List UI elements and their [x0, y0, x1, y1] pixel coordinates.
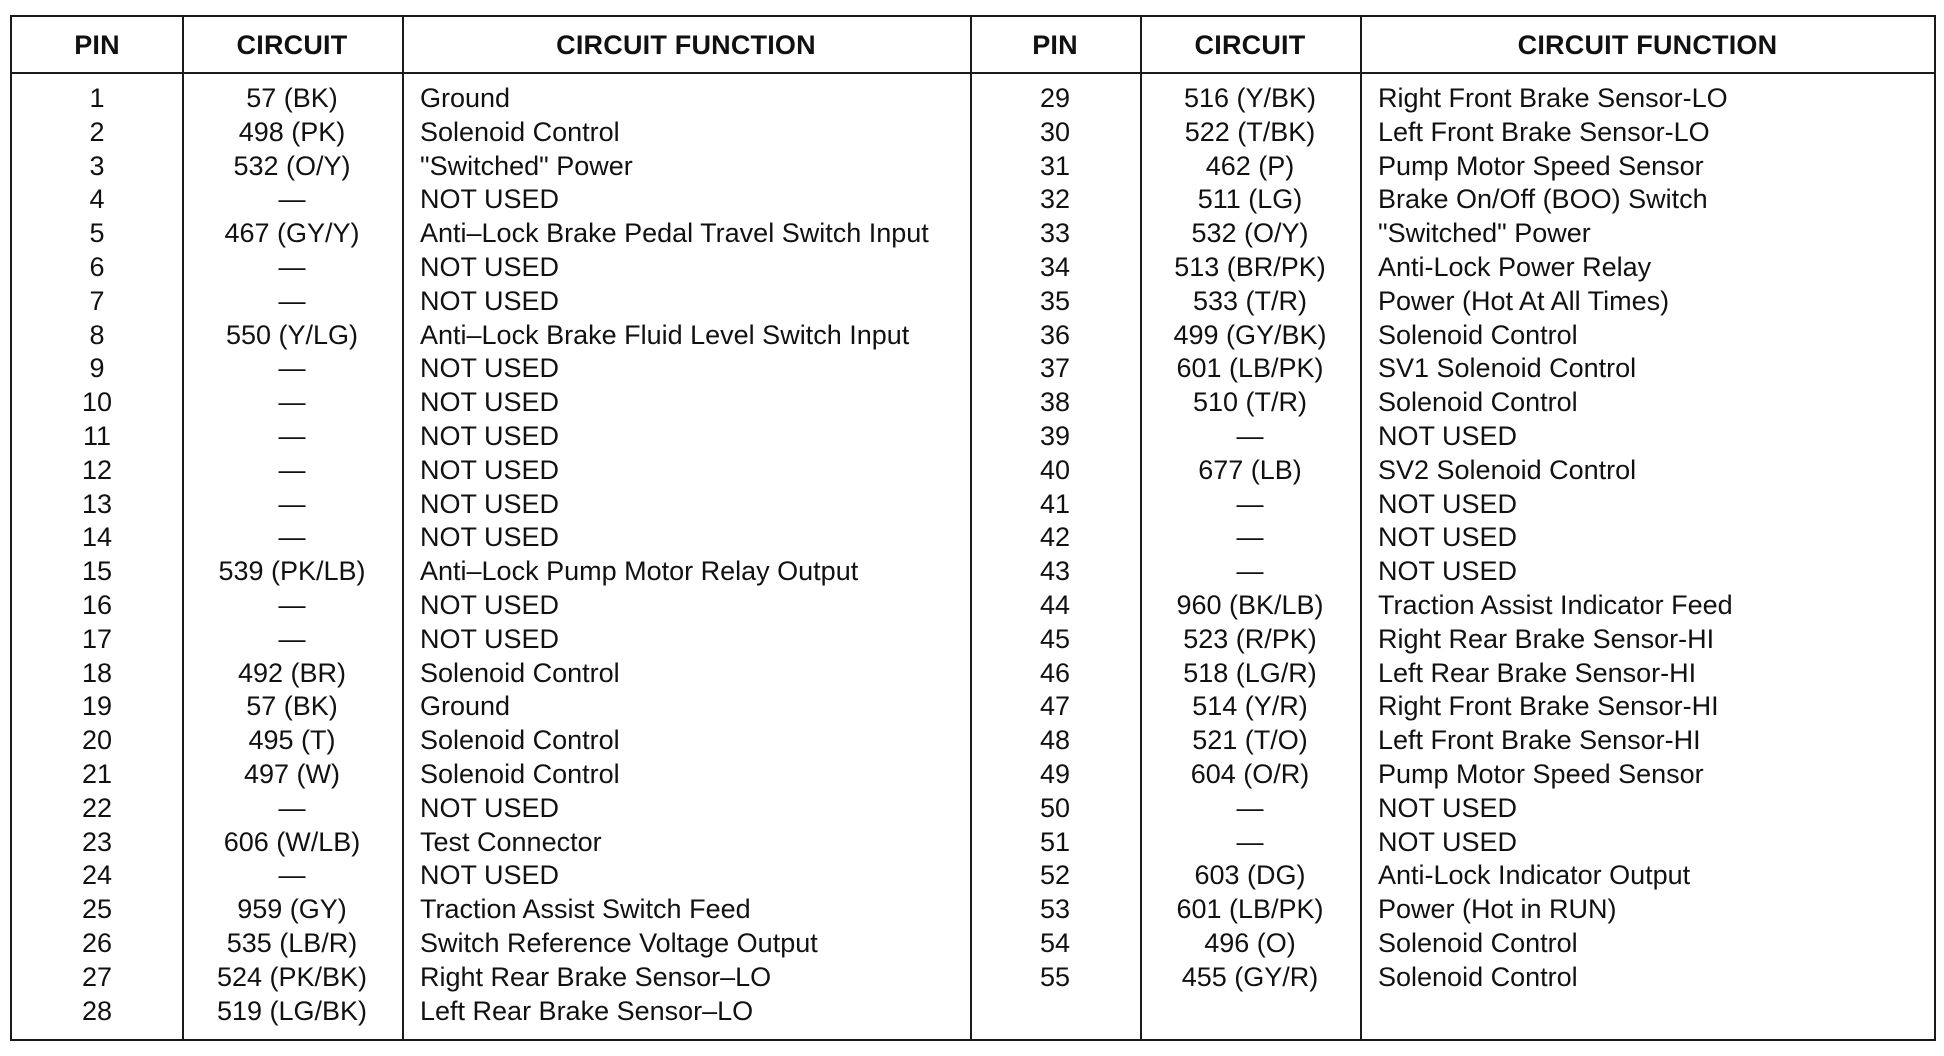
cell-pin: 40 — [1039, 454, 1071, 485]
cell-pin: 51 — [1039, 826, 1071, 857]
cell-pin: 12 — [81, 454, 113, 485]
cell-circuit: 516 (Y/BK) — [1183, 83, 1317, 113]
cell-circuit: 677 (LB) — [1198, 454, 1302, 485]
cell-circuit: — — [1236, 556, 1264, 587]
cell-function: SV1 Solenoid Control — [1378, 353, 1637, 384]
header-divider — [12, 72, 1934, 74]
cell-function: NOT USED — [1378, 420, 1518, 451]
cell-pin: 42 — [1039, 522, 1071, 553]
cell-pin: 37 — [1039, 353, 1071, 384]
cell-function: Ground — [420, 83, 511, 113]
cell-circuit: 495 (T) — [248, 725, 336, 756]
cell-circuit: 467 (GY/Y) — [224, 218, 360, 249]
cell-function: NOT USED — [1378, 556, 1518, 587]
cell-pin: 30 — [1039, 116, 1071, 147]
cell-function: NOT USED — [420, 454, 560, 485]
cell-pin: 34 — [1039, 251, 1071, 282]
cell-pin: 11 — [82, 420, 112, 451]
cell-circuit: 535 (LB/R) — [226, 927, 358, 958]
divider — [1360, 17, 1362, 1039]
cell-pin: 33 — [1039, 218, 1071, 249]
cell-pin: 8 — [89, 319, 105, 350]
cell-function: Left Front Brake Sensor-HI — [1378, 725, 1701, 756]
cell-circuit: — — [278, 454, 306, 485]
cell-pin: 32 — [1039, 184, 1071, 215]
cell-circuit: 521 (T/O) — [1192, 725, 1308, 756]
cell-circuit: 523 (R/PK) — [1183, 623, 1317, 654]
cell-function: NOT USED — [420, 589, 560, 620]
cell-circuit: 960 (BK/LB) — [1176, 589, 1324, 620]
cell-circuit: 601 (LB/PK) — [1176, 353, 1324, 384]
cell-pin: 44 — [1039, 589, 1071, 620]
cell-function: NOT USED — [420, 860, 560, 891]
cell-function: Solenoid Control — [420, 725, 620, 756]
cell-circuit: — — [278, 353, 306, 384]
cell-function: Right Front Brake Sensor-LO — [1378, 83, 1728, 113]
cell-function: Right Front Brake Sensor-HI — [1378, 691, 1719, 722]
header-circuit-left: CIRCUIT — [236, 30, 348, 60]
cell-pin: 46 — [1039, 657, 1071, 688]
cell-function: NOT USED — [420, 522, 560, 553]
cell-circuit: — — [278, 792, 306, 823]
cell-circuit: 518 (LG/R) — [1183, 657, 1317, 688]
cell-circuit: — — [1236, 826, 1264, 857]
right-circuit-column — [1140, 82, 1360, 995]
cell-function: Right Rear Brake Sensor-HI — [1378, 623, 1715, 654]
cell-function: Power (Hot in RUN) — [1378, 894, 1617, 925]
cell-circuit: — — [278, 285, 306, 316]
cell-function: Solenoid Control — [420, 116, 620, 147]
cell-function: Left Rear Brake Sensor–LO — [420, 995, 754, 1026]
cell-circuit: 601 (LB/PK) — [1176, 894, 1324, 925]
header-pin-right: PIN — [1032, 30, 1078, 60]
cell-pin: 2 — [89, 116, 105, 147]
divider — [402, 17, 404, 1039]
cell-function: "Switched" Power — [420, 150, 633, 181]
cell-function: Power (Hot At All Times) — [1378, 285, 1670, 316]
cell-pin: 31 — [1039, 150, 1071, 181]
cell-function: NOT USED — [420, 488, 560, 519]
cell-function: Anti-Lock Power Relay — [1378, 251, 1652, 282]
cell-pin: 9 — [89, 353, 105, 384]
cell-pin: 16 — [81, 589, 113, 620]
header-circuit-right: CIRCUIT — [1194, 30, 1306, 60]
cell-circuit: 498 (PK) — [238, 116, 346, 147]
cell-circuit: 513 (BR/PK) — [1174, 251, 1326, 282]
cell-pin: 18 — [81, 657, 113, 688]
cell-circuit: 499 (GY/BK) — [1173, 319, 1327, 350]
cell-pin: 55 — [1039, 961, 1071, 992]
cell-pin: 27 — [81, 961, 113, 992]
cell-function: "Switched" Power — [1378, 218, 1591, 249]
cell-function: Anti–Lock Pump Motor Relay Output — [420, 556, 859, 587]
cell-function: Traction Assist Indicator Feed — [1378, 589, 1733, 620]
cell-pin: 23 — [81, 826, 113, 857]
cell-function: Solenoid Control — [1378, 319, 1578, 350]
cell-function: SV2 Solenoid Control — [1378, 454, 1637, 485]
cell-pin: 22 — [81, 792, 113, 823]
cell-function: Left Rear Brake Sensor-HI — [1378, 657, 1697, 688]
cell-pin: 41 — [1039, 488, 1071, 519]
cell-circuit: 524 (PK/BK) — [216, 961, 368, 992]
cell-pin: 50 — [1039, 792, 1071, 823]
cell-function: NOT USED — [1378, 826, 1518, 857]
cell-function: NOT USED — [420, 285, 560, 316]
header-pin-left: PIN — [74, 30, 120, 60]
cell-pin: 49 — [1039, 758, 1071, 789]
cell-circuit: — — [278, 522, 306, 553]
cell-pin: 54 — [1039, 927, 1071, 958]
cell-circuit: 455 (GY/R) — [1181, 961, 1319, 992]
cell-pin: 17 — [81, 623, 113, 654]
cell-circuit: — — [1236, 792, 1264, 823]
cell-pin: 5 — [89, 218, 105, 249]
left-pin-column — [12, 82, 182, 1028]
left-circuit-column — [182, 82, 402, 1028]
cell-circuit: 533 (T/R) — [1192, 285, 1308, 316]
header-function-right: CIRCUIT FUNCTION — [1517, 30, 1778, 60]
cell-circuit: 496 (O) — [1204, 927, 1296, 958]
cell-function: Pump Motor Speed Sensor — [1378, 758, 1704, 789]
cell-circuit: — — [278, 387, 306, 418]
cell-circuit: 510 (T/R) — [1192, 387, 1308, 418]
cell-circuit: — — [278, 860, 306, 891]
cell-circuit: 603 (DG) — [1194, 860, 1306, 891]
cell-pin: 19 — [81, 691, 113, 722]
cell-pin: 36 — [1039, 319, 1071, 350]
cell-function: Pump Motor Speed Sensor — [1378, 150, 1704, 181]
cell-function: Solenoid Control — [1378, 927, 1578, 958]
cell-circuit: 57 (BK) — [246, 83, 338, 113]
cell-function: NOT USED — [420, 792, 560, 823]
cell-pin: 13 — [81, 488, 113, 519]
header-function-left: CIRCUIT FUNCTION — [556, 30, 816, 60]
cell-function: Solenoid Control — [420, 657, 620, 688]
cell-function: NOT USED — [420, 420, 560, 451]
cell-circuit: — — [278, 420, 306, 451]
cell-circuit: 519 (LG/BK) — [216, 995, 368, 1026]
cell-circuit: 57 (BK) — [246, 691, 338, 722]
cell-pin: 20 — [81, 725, 113, 756]
cell-circuit: — — [1236, 522, 1264, 553]
cell-pin: 35 — [1039, 285, 1071, 316]
cell-circuit: 462 (P) — [1205, 150, 1295, 181]
cell-function: NOT USED — [420, 184, 560, 215]
pin-table — [10, 15, 1936, 1041]
cell-circuit: — — [278, 589, 306, 620]
right-pin-column — [970, 82, 1140, 995]
cell-pin: 28 — [81, 995, 113, 1026]
cell-function: Anti–Lock Brake Fluid Level Switch Input — [420, 319, 910, 350]
cell-circuit: — — [278, 488, 306, 519]
cell-function: Traction Assist Switch Feed — [420, 894, 751, 925]
cell-circuit: 514 (Y/R) — [1192, 691, 1308, 722]
cell-pin: 3 — [89, 150, 105, 181]
cell-pin: 15 — [81, 556, 113, 587]
cell-function: Test Connector — [420, 826, 602, 857]
cell-circuit: 532 (O/Y) — [1191, 218, 1309, 249]
cell-pin: 48 — [1039, 725, 1071, 756]
cell-function: Anti–Lock Brake Pedal Travel Switch Input — [420, 218, 929, 249]
cell-function: Switch Reference Voltage Output — [420, 927, 818, 958]
cell-function: Left Front Brake Sensor-LO — [1378, 116, 1710, 147]
cell-pin: 7 — [89, 285, 105, 316]
right-function-column — [1378, 82, 1933, 995]
cell-circuit: — — [1236, 420, 1264, 451]
cell-function: NOT USED — [420, 623, 560, 654]
cell-function: Solenoid Control — [1378, 387, 1578, 418]
cell-function: NOT USED — [1378, 792, 1518, 823]
cell-function: NOT USED — [420, 251, 560, 282]
cell-pin: 6 — [89, 251, 105, 282]
cell-pin: 1 — [89, 83, 105, 113]
cell-function: Anti-Lock Indicator Output — [1378, 860, 1691, 891]
cell-pin: 26 — [81, 927, 113, 958]
cell-pin: 52 — [1039, 860, 1071, 891]
cell-pin: 29 — [1039, 83, 1071, 113]
cell-function: Brake On/Off (BOO) Switch — [1378, 184, 1708, 215]
cell-circuit: 604 (O/R) — [1190, 758, 1310, 789]
cell-function: NOT USED — [1378, 522, 1518, 553]
cell-pin: 53 — [1039, 894, 1071, 925]
cell-function: Ground — [420, 691, 511, 722]
cell-function: Solenoid Control — [1378, 961, 1578, 992]
left-function-column — [420, 82, 965, 1028]
cell-circuit: 539 (PK/LB) — [218, 556, 366, 587]
cell-pin: 45 — [1039, 623, 1071, 654]
cell-circuit: 532 (O/Y) — [233, 150, 351, 181]
cell-function: NOT USED — [420, 353, 560, 384]
cell-pin: 24 — [81, 860, 113, 891]
cell-pin: 14 — [81, 522, 113, 553]
cell-circuit: 497 (W) — [243, 758, 341, 789]
cell-circuit: 550 (Y/LG) — [225, 319, 359, 350]
cell-function: NOT USED — [1378, 488, 1518, 519]
cell-function: Solenoid Control — [420, 758, 620, 789]
cell-pin: 47 — [1039, 691, 1071, 722]
cell-circuit: 522 (T/BK) — [1184, 116, 1316, 147]
cell-function: Right Rear Brake Sensor–LO — [420, 961, 772, 992]
cell-circuit: 959 (GY) — [237, 894, 347, 925]
cell-circuit: 606 (W/LB) — [223, 826, 361, 857]
cell-circuit: 511 (LG) — [1197, 184, 1303, 215]
cell-circuit: — — [278, 623, 306, 654]
cell-pin: 39 — [1039, 420, 1071, 451]
cell-circuit: 492 (BR) — [237, 657, 347, 688]
cell-pin: 10 — [81, 387, 113, 418]
cell-pin: 4 — [89, 184, 105, 215]
cell-pin: 21 — [81, 758, 113, 789]
cell-circuit: — — [1236, 488, 1264, 519]
cell-pin: 38 — [1039, 387, 1071, 418]
cell-pin: 25 — [81, 894, 113, 925]
cell-function: NOT USED — [420, 387, 560, 418]
cell-circuit: — — [278, 251, 306, 282]
cell-pin: 43 — [1039, 556, 1071, 587]
cell-circuit: — — [278, 184, 306, 215]
